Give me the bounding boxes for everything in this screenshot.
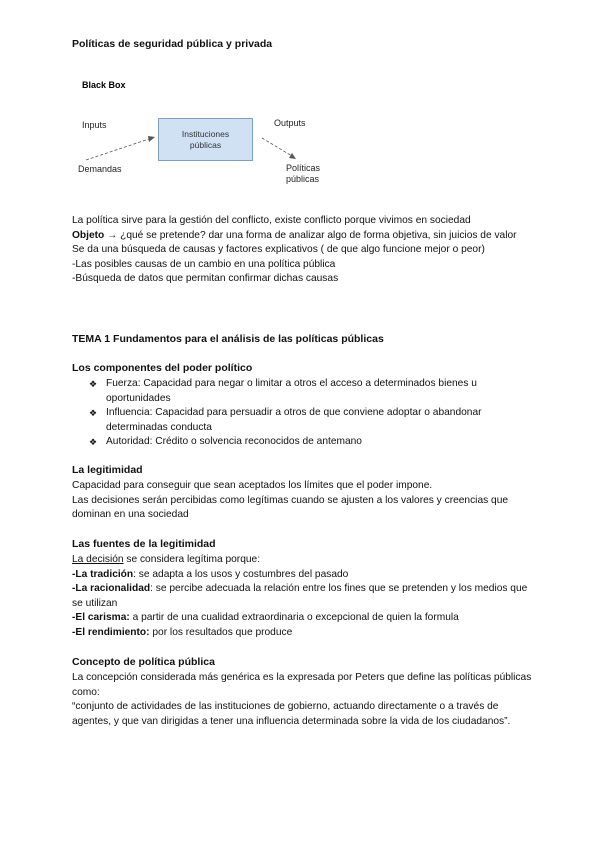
peters-quote: “conjunto de actividades de las instituciones de gobierno, actuando directamente o a través de agentes, y que van dirigidas a tener una influencia determinada sobre la vida de los ciudadanos”. [72,701,511,727]
fuente-item: -El rendimiento: por los resultados que produce [72,626,293,638]
legitimidad-section [72,479,532,523]
decision-line: La decisión se considera legítima porque: [72,554,261,565]
legitimidad-line: Las decisiones serán percibidas como legítimas cuando se ajusten a los valores y creencias que dominan en una sociedad [72,494,509,521]
intro-line: La política sirve para la gestión del conflicto, existe conflicto porque vivimos en sociedad [72,215,471,226]
list-item: ❖ Fuerza: Capacidad para negar o limitar a otros el acceso a determinados bienes u oportunidades [89,378,477,404]
list-item: ❖ Influencia: Capacidad para persuadir a otros de que conviene adoptar o abandonar determinadas conducta [89,407,482,433]
diamond-bullet-icon: ❖ [89,379,98,389]
concepto-section [72,671,532,729]
intro-section [72,214,532,287]
legitimidad-heading: La legitimidad [72,464,143,476]
black-box-diagram [76,76,376,196]
diamond-bullet-icon: ❖ [89,408,98,419]
diamond-bullet-icon: ❖ [89,437,98,448]
diagram-heading: Black Box [82,80,126,90]
demands-arrow [86,138,152,160]
componentes-heading: Los componentes del poder político [72,362,253,374]
fuentes-heading: Las fuentes de la legitimidad [72,538,216,550]
list-item: ❖ Autoridad: Crédito o solvencia reconocidos de antemano [72,435,532,450]
outputs-label: Outputs [274,118,306,128]
inputs-label: Inputs [82,120,107,130]
fuente-item: -La tradición: se adapta a los usos y costumbres del pasado [72,568,349,580]
fuente-item: -La racionalidad: se percibe adecuada la relación entre los fines que se pretenden y los medios que se utilizan [72,583,528,609]
legitimidad-line: Capacidad para conseguir que sean aceptados los límites que el poder impone. [72,480,433,491]
intro-line: -Búsqueda de datos que permitan confirmar dichas causas [72,273,339,285]
intro-line: Se da una búsqueda de causas y factores explicativos ( de que algo funcione mejor o peor) [72,244,485,256]
decision-underlined: La decisión [72,554,124,565]
concepto-line: La concepción considerada más genérica es la expresada por Peters que define las políticas públicas como: [72,672,532,698]
intro-line: -Las posibles causas de un cambio en una política pública [72,258,336,270]
document-title: Políticas de seguridad pública y privada [72,38,273,50]
objeto-text: → ¿qué se pretende? dar una forma de analizar algo de forma objetiva, sin juicios de valor [104,229,517,241]
policies-label: Políticas públicas [286,163,321,184]
objeto-line [72,229,532,244]
demands-arrowhead [148,136,155,142]
componentes-list [72,377,532,450]
objeto-label: Objeto [72,229,105,241]
policies-arrow [262,138,292,156]
concepto-heading: Concepto de política pública [72,656,215,668]
policies-arrowhead [289,153,296,159]
fuentes-section [72,553,532,641]
demands-label: Demandas [78,164,122,174]
fuente-item: -El carisma: a partir de una cualidad extraordinaria o excepcional de quien la formula [72,612,459,624]
diagram-arrows [76,76,376,196]
institutions-label: Instituciones públicas [181,128,230,150]
tema-heading: TEMA 1 Fundamentos para el análisis de las políticas públicas [72,333,384,345]
